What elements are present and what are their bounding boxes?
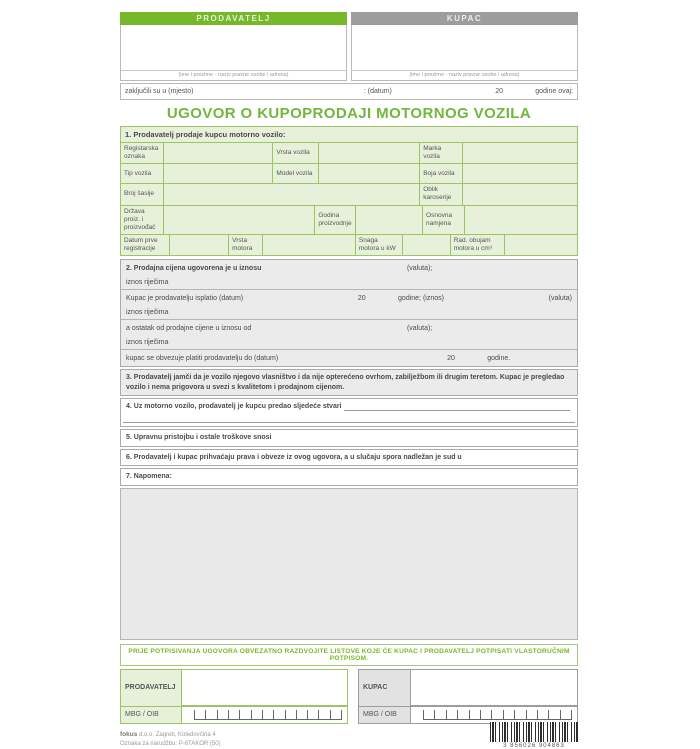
field-model-vozila[interactable]	[318, 164, 419, 183]
seller-header-bar	[120, 12, 347, 25]
section-5-costs	[120, 429, 578, 446]
label-datum-prve-registracije: Datum prve registracije	[124, 236, 158, 252]
concluded-row[interactable]	[120, 83, 578, 100]
concluded-year-prefix: 20	[495, 88, 504, 95]
concluded-year-suffix: godine ovaj:	[535, 88, 573, 95]
footer	[120, 730, 578, 749]
contract-form-sheet	[120, 12, 578, 749]
field-marka-vozila[interactable]	[462, 143, 577, 163]
buyer-signature-label: KUPAC	[358, 669, 411, 706]
seller-mbg-comb-wrap	[182, 706, 348, 724]
label-boja-vozila: Boja vozila	[419, 164, 461, 183]
rest-valuta-label: (valuta);	[406, 324, 433, 332]
paid-label: Kupac je prodavatelju isplatio (datum)	[126, 294, 244, 302]
field-broj-sasije[interactable]	[163, 184, 419, 204]
vehicle-row-1	[121, 142, 577, 163]
publisher-info	[120, 730, 221, 749]
due-row	[121, 349, 577, 366]
buyer-column	[351, 12, 578, 81]
signature-row	[120, 669, 578, 724]
field-boja-vozila[interactable]	[462, 164, 577, 183]
vehicle-row-4	[121, 205, 577, 234]
paid-year-prefix: 20	[357, 294, 366, 302]
field-snaga-motora[interactable]	[402, 235, 450, 255]
vehicle-row-5	[121, 234, 577, 255]
field-registarska-oznaka[interactable]	[163, 143, 272, 163]
party-header-row	[120, 12, 578, 81]
seller-signature-block	[120, 669, 348, 724]
seller-mbg-label: MBG / OIB	[120, 706, 182, 724]
label-vrsta-vozila: Vrsta vozila	[272, 143, 318, 163]
concluded-date-label: : (datum)	[363, 88, 392, 95]
section-4-text: 4. Uz motorno vozilo, prodavatelj je kupcu predao sljedeće stvari	[126, 403, 342, 410]
label-model-vozila: Model vozila	[272, 164, 318, 183]
section-7-note-label-row	[120, 468, 578, 485]
due-label: kupac se obvezuje platiti prodavatelju do (datum)	[126, 354, 279, 362]
paid-words-label: iznos riječima	[126, 309, 169, 317]
price-label: 2. Prodajna cijena ugovorena je u iznosu	[126, 264, 262, 272]
rest-row	[121, 319, 577, 349]
buyer-info-caption: (ime i prezime - naziv pravne osobe i adresa)	[352, 70, 577, 80]
field-oblik-karoserije[interactable]	[462, 184, 577, 204]
form-title: UGOVOR O KUPOPRODAJI MOTORNOG VOZILA	[166, 105, 532, 122]
label-broj-sasije: Broj šasije	[124, 190, 154, 198]
due-year-prefix: 20	[447, 354, 455, 362]
section-1-vehicle	[120, 126, 578, 256]
field-drzava-proizvodjac[interactable]	[163, 206, 314, 234]
price-words-label: iznos riječima	[126, 279, 169, 287]
field-osnovna-namjena[interactable]	[464, 206, 577, 234]
paid-valuta-label: (valuta)	[548, 294, 572, 302]
section-3-text: 3. Prodavatelj jamči da je vozilo njegovo vlasništvo i da nije opterećeno ovrhom, zabilježbom ili drugim teretom. Kupac je pregledao vozilo i nema prigovora u svezi s kvalitetom i prodajnom cijenom.	[126, 374, 565, 391]
rest-label: a ostatak od prodajne cijene u iznosu od	[126, 324, 252, 332]
section-4-line-1[interactable]	[344, 403, 570, 411]
label-godina-proizvodnje: Godina proizvodnje	[314, 206, 354, 234]
vehicle-row-3	[121, 183, 577, 204]
barcode-image	[490, 722, 578, 742]
rest-words-label: iznos riječima	[126, 339, 169, 347]
seller-mbg-field[interactable]	[194, 710, 342, 720]
label-snaga-motora: Snaga motora u kW	[355, 235, 402, 255]
buyer-info-field[interactable]	[351, 25, 578, 81]
section-4-line-2[interactable]	[123, 414, 575, 423]
buyer-signature-field[interactable]	[411, 669, 578, 706]
buyer-signature-block	[358, 669, 578, 724]
publisher-address: d.o.o. Zagreb, Koledovčina 4	[137, 731, 216, 738]
vehicle-row-2	[121, 163, 577, 183]
price-row	[121, 260, 577, 289]
field-radni-obujam[interactable]	[504, 235, 577, 255]
price-valuta-label: (valuta);	[406, 264, 433, 272]
seller-info-caption: (ime i prezime - naziv pravne osobe i adresa)	[121, 70, 346, 80]
buyer-header-bar	[351, 12, 578, 25]
section-3-warranty	[120, 369, 578, 396]
seller-signature-label: PRODAVATELJ	[120, 669, 182, 706]
section-2-price	[120, 259, 578, 367]
field-datum-prve-registracije[interactable]	[169, 235, 228, 255]
order-code-line: Oznaka za narudžbu: P-6TAKOR (50)	[120, 740, 221, 747]
seller-header-label: PRODAVATELJ	[196, 14, 271, 23]
field-vrsta-vozila[interactable]	[318, 143, 419, 163]
buyer-mbg-label: MBG / OIB	[358, 706, 411, 724]
paid-year-suffix: godine; (iznos)	[398, 294, 444, 302]
seller-column	[120, 12, 347, 81]
buyer-mbg-field[interactable]	[423, 710, 572, 720]
section-6-court	[120, 449, 578, 466]
publisher-name: fokus	[120, 730, 138, 738]
section-5-text: 5. Upravnu pristojbu i ostale troškove snosi	[126, 434, 272, 442]
note-writing-area[interactable]	[120, 488, 578, 640]
section-6-text: 6. Prodavatelj i kupac prihvaćaju prava i obveze iz ovog ugovora, a u slučaju spora nadležan je sud u	[126, 453, 462, 461]
seller-signature-field[interactable]	[182, 669, 348, 706]
label-oblik-karoserije: Oblik karoserije	[419, 184, 461, 204]
section-1-heading: 1. Prodavatelj prodaje kupcu motorno vozilo:	[125, 130, 286, 139]
buyer-header-label: KUPAC	[446, 14, 483, 23]
label-marka-vozila: Marka vozila	[419, 143, 461, 163]
label-tip-vozila: Tip vozila	[124, 169, 152, 177]
seller-info-field[interactable]	[120, 25, 347, 81]
field-vrsta-motora[interactable]	[262, 235, 355, 255]
paid-row	[121, 289, 577, 319]
concluded-place-label: zaključili su u (mjesto)	[125, 88, 194, 95]
label-osnovna-namjena: Osnovna namjena	[422, 206, 464, 234]
separation-warning: PRIJE POTPISIVANJA UGOVORA OBVEZATNO RAZDVOJITE LISTOVE KOJE ĆE KUPAC I PRODAVATELJ POTPISATI VLASTORUČNIM POTPISOM.	[120, 644, 578, 666]
label-registarska-oznaka: Registarska oznaka	[124, 145, 159, 161]
barcode-number: 3 856026 904863	[503, 742, 565, 749]
due-suffix: godine.	[487, 354, 511, 362]
barcode-block	[490, 722, 578, 749]
field-godina-proizvodnje[interactable]	[355, 206, 422, 234]
label-drzava-proizvodjac: Država proiz. i proizvođač	[124, 207, 156, 231]
label-vrsta-motora: Vrsta motora	[228, 235, 262, 255]
section-4-items	[120, 398, 578, 427]
field-tip-vozila[interactable]	[163, 164, 272, 183]
label-radni-obujam: Rad. obujam motora u cm³	[450, 235, 505, 255]
section-7-label: 7. Napomena:	[126, 473, 172, 481]
